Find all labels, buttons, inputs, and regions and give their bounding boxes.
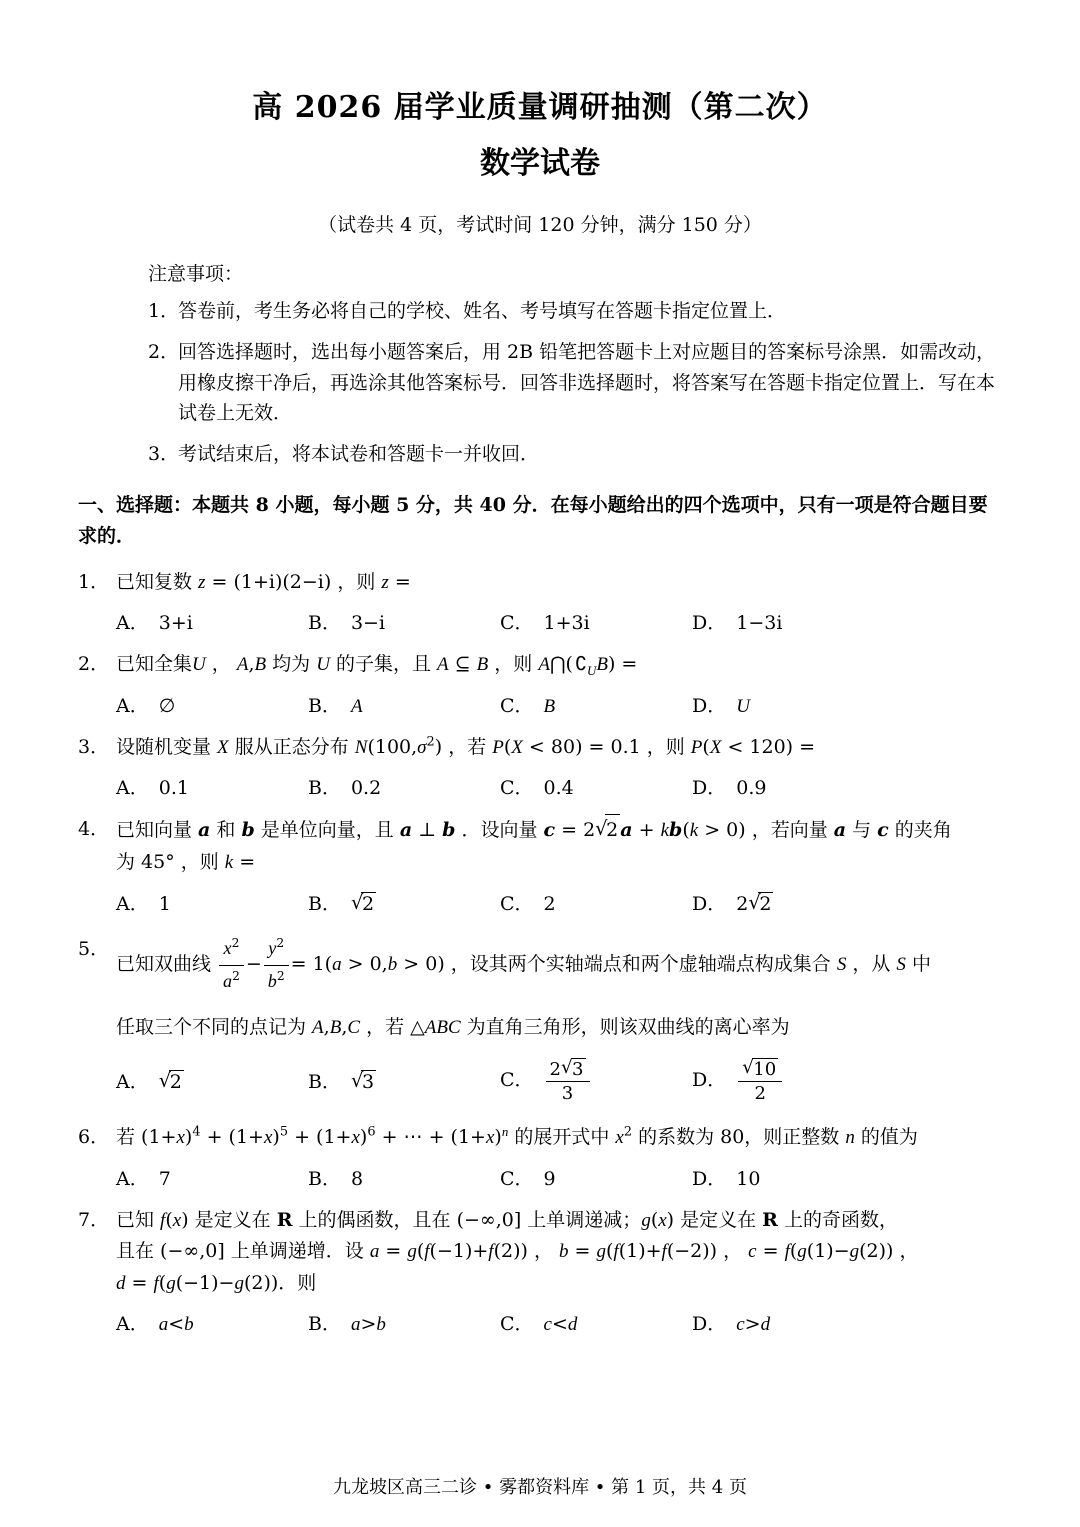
question-number: 3． [78,735,110,758]
notice-item [148,439,1002,470]
question-stem: 设随机变量 X 服从正态分布 $N(100,\sigma^2)$ ，若 P(X < 80) = 0.1 ，则 P(X < 120) = [116,734,816,758]
option-a[interactable]: A． 1 [116,892,171,915]
question-number: 7． [78,1208,110,1231]
option-b[interactable]: B． 3−i [308,612,386,635]
question-5-options [78,1058,1002,1104]
option-a[interactable]: A． ∅ [116,694,176,717]
question-3 [78,732,1002,764]
question-6-options [78,1164,1002,1191]
question-4-options [78,889,1002,916]
question-1 [78,567,1002,599]
option-c[interactable]: C． B [500,694,556,717]
question-stem: 已知全集U ， A,B 均为 U 的子集，且 A ⊆ B ，则 A⋂( $∁_UB$) = [116,653,638,679]
page-subtitle: 数学试卷 [480,146,600,181]
question-number: 5． [78,937,110,960]
option-d[interactable]: D． c>d [692,1313,771,1336]
option-b[interactable]: B． √ 2 [308,889,500,916]
option-a[interactable]: A． a<b [116,1313,194,1336]
notice-number: 2． [148,340,180,363]
notice-text: 答卷前，考生务必将自己的学校、姓名、考号填写在答题卡指定位置上． [178,300,787,322]
option-d[interactable]: D． 10 [692,1167,761,1190]
option-c[interactable]: C． 0.4 [500,777,574,800]
question-stem-line2: 任取三个不同的点记为 A,B,C ，若 △ABC 为直角三角形，则该双曲线的离心率为 [116,1016,790,1039]
option-b[interactable]: B． A [308,694,363,717]
option-d[interactable]: D． 0.9 [692,777,767,800]
question-number: 4． [78,818,110,841]
question-stem: 已知向量 a 和 b 是单位向量，且 a ⊥ b ．设向量 c = 2 √ 2 a + kb(k > 0) ，若向量 a 与 c 的夹角 [116,819,952,841]
notice-item [148,337,1002,429]
option-d[interactable]: D． 2 √ 2 [692,889,884,916]
option-d[interactable]: D． U [692,694,750,717]
question-7-options [78,1309,1002,1336]
page-title: 高 2026 届学业质量调研抽测（第二次） [252,90,828,125]
option-a[interactable]: A． 7 [116,1167,171,1190]
question-4 [78,814,1002,878]
option-c[interactable]: C． 1+3i [500,612,590,635]
option-a[interactable]: A． 3+i [116,612,193,635]
question-stem-line2: 且在 (−∞,0] 上单调递增．设 a = g(f(−1)+f(2)) ， b = g(f(1)+f(−2)) ， c = f(g(1)−g(2)) ， [116,1240,919,1263]
question-stem: 已知 f(x) 是定义在 R 上的偶函数，且在 (−∞,0] 上单调递减；g(x) 是定义在 R 上的奇函数， [116,1208,899,1231]
question-stem: 若 $(1+x)^4 + (1+x)^5 + (1+x)^6$ + ⋯ + $(1+x)^n$ 的展开式中 $x^2$ 的系数为 80，则正整数 n 的值为 [116,1123,918,1148]
option-d[interactable]: D． √ $\frac{10}{2}$ [692,1058,884,1104]
option-b[interactable]: B． 8 [308,1167,364,1190]
question-2 [78,649,1002,681]
question-1-options [78,608,1002,635]
option-d[interactable]: D． 1−3i [692,612,783,635]
section-heading-choice: 一、选择题：本题共 8 小题，每小题 5 分，共 40 分．在每小题给出的四个选项中，只有一项是符合题目要求的． [78,493,988,548]
notice-heading: 注意事项： [148,263,244,285]
question-number: 1． [78,570,110,593]
option-b[interactable]: B． a>b [308,1313,386,1336]
question-5 [78,934,1002,1044]
option-b[interactable]: B． 0.2 [308,777,382,800]
exam-info: （试卷共 4 页，考试时间 120 分钟，满分 150 分） [318,214,762,236]
option-c[interactable]: C． c<d [500,1313,578,1336]
question-stem: 已知复数 z = (1+i)(2−i) ，则 z = [116,570,411,593]
notice-number: 1． [148,300,180,322]
notice-item [148,296,1002,327]
option-a[interactable]: A． 0.1 [116,777,189,800]
question-2-options [78,691,1002,718]
question-stem-line2: 为 45° ，则 k = [116,851,256,874]
notice-number: 3． [148,443,180,466]
notice-text: 回答选择题时，选出每小题答案后，用 2B 铅笔把答题卡上对应题目的答案标号涂黑．如需改动，用橡皮擦干净后，再选涂其他答案标号．回答非选择题时，将答案写在答题卡指定位置上．写在本试卷上无效． [178,340,996,425]
question-stem-line3: d = f(g(−1)−g(2))．则 [116,1271,317,1294]
option-c[interactable]: C． 9 [500,1167,556,1190]
notice-text: 考试结束后，将本试卷和答题卡一并收回． [178,443,540,466]
question-6 [78,1122,1002,1154]
question-3-options [78,773,1002,800]
question-number: 6． [78,1125,110,1148]
question-7 [78,1205,1002,1300]
question-number: 2． [78,653,110,676]
option-a[interactable]: A． √ 2 [116,1067,308,1094]
option-b[interactable]: B． √ 3 [308,1067,500,1094]
option-c[interactable]: C． $\frac{2 √ 3}{3}$ [500,1058,692,1104]
page-footer: 九龙坡区高三二诊 • 雾都资料库 • 第 1 页，共 4 页 [333,1477,747,1498]
option-c[interactable]: C． 2 [500,892,556,915]
question-stem: 已知双曲线 $\frac{x^2}{a^2}$ − $\frac{y^2}{b^2}$ = 1(a > 0,b > 0) ，设其两个实轴端点和两个虚轴端点构成集合 S ，从 S 中 [116,935,931,991]
